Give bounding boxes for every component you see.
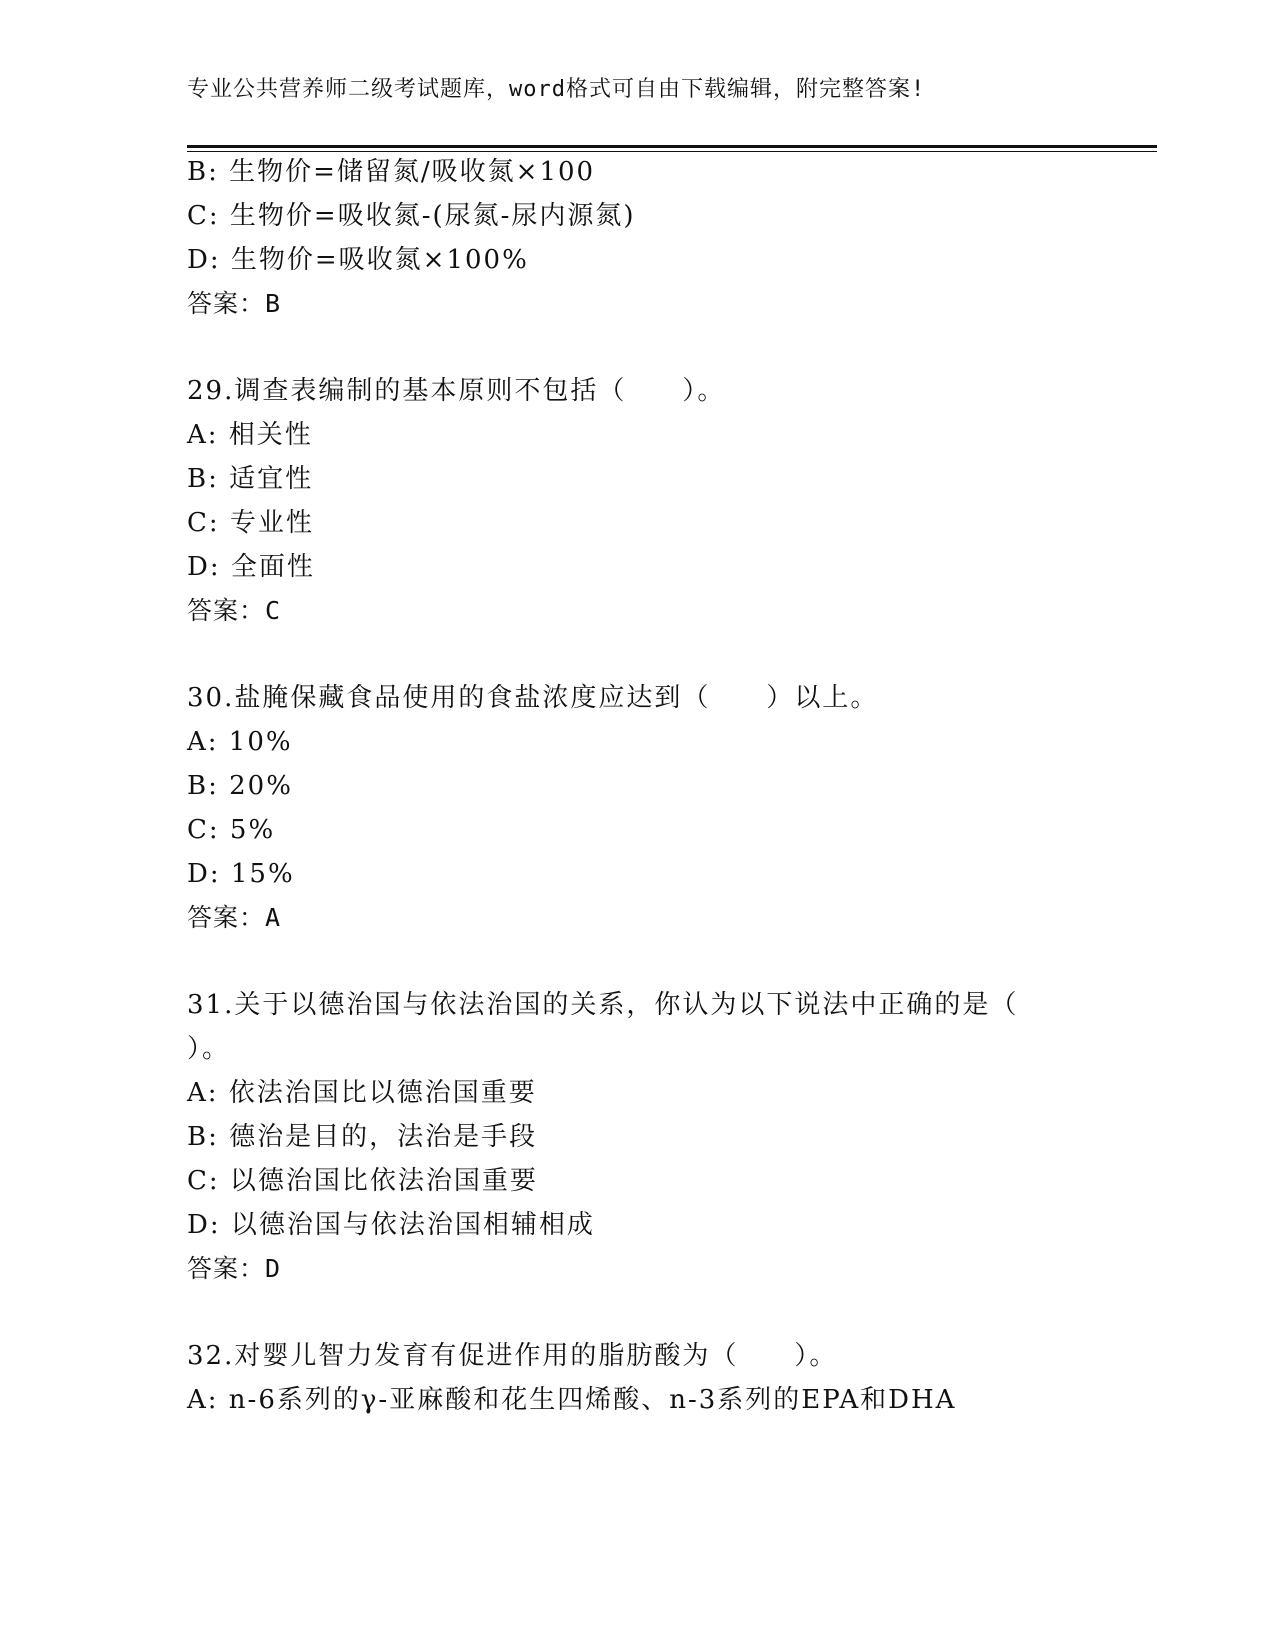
q29-question: 29.调查表编制的基本原则不包括（ ）。 (187, 376, 726, 406)
answer-label: 答案： (187, 596, 266, 625)
header-divider-thin (187, 151, 1157, 152)
q28-answer (187, 287, 281, 321)
answer-value: C (265, 596, 282, 625)
q28-option-c: C: 生物价=吸收氮-(尿氮-尿内源氮) (187, 201, 636, 231)
q31-question-line1: 31.关于以德治国与依法治国的关系，你认为以下说法中正确的是（ (187, 990, 1019, 1020)
q29-option-c: C: 专业性 (187, 508, 314, 538)
q28-option-d: D: 生物价=吸收氮×100% (187, 245, 529, 275)
q30-answer (187, 901, 281, 935)
q31-question-line2: ）。 (187, 1034, 231, 1064)
q29-answer (187, 594, 281, 628)
header-divider-thick (187, 145, 1157, 148)
q30-option-b: B: 20% (187, 771, 293, 801)
answer-label: 答案： (187, 903, 266, 932)
answer-label: 答案： (187, 1254, 266, 1283)
answer-label: 答案： (187, 289, 266, 318)
q31-option-c: C: 以德治国比依法治国重要 (187, 1166, 538, 1196)
q29-option-b: B: 适宜性 (187, 464, 314, 494)
q31-option-d: D: 以德治国与依法治国相辅相成 (187, 1210, 595, 1240)
q30-option-a: A: 10% (187, 727, 293, 757)
answer-value: B (265, 289, 282, 318)
q30-option-c: C: 5% (187, 815, 276, 845)
q29-option-d: D: 全面性 (187, 552, 315, 582)
q32-question: 32.对婴儿智力发育有促进作用的脂肪酸为（ ）。 (187, 1341, 838, 1371)
answer-value: A (265, 903, 282, 932)
q30-question: 30.盐腌保藏食品使用的食盐浓度应达到（ ）以上。 (187, 683, 879, 713)
q31-answer (187, 1252, 281, 1286)
answer-value: D (265, 1254, 282, 1283)
q28-option-b: B: 生物价=储留氮/吸收氮×100 (187, 157, 596, 187)
q31-option-a: A: 依法治国比以德治国重要 (187, 1078, 537, 1108)
q30-option-d: D: 15% (187, 859, 295, 889)
q31-option-b: B: 德治是目的，法治是手段 (187, 1122, 538, 1152)
page-header: 专业公共营养师二级考试题库，word格式可自由下载编辑，附完整答案! (187, 77, 926, 102)
q29-option-a: A: 相关性 (187, 420, 313, 450)
q32-option-a: A: n-6系列的γ-亚麻酸和花生四烯酸、n-3系列的EPA和DHA (187, 1385, 957, 1415)
